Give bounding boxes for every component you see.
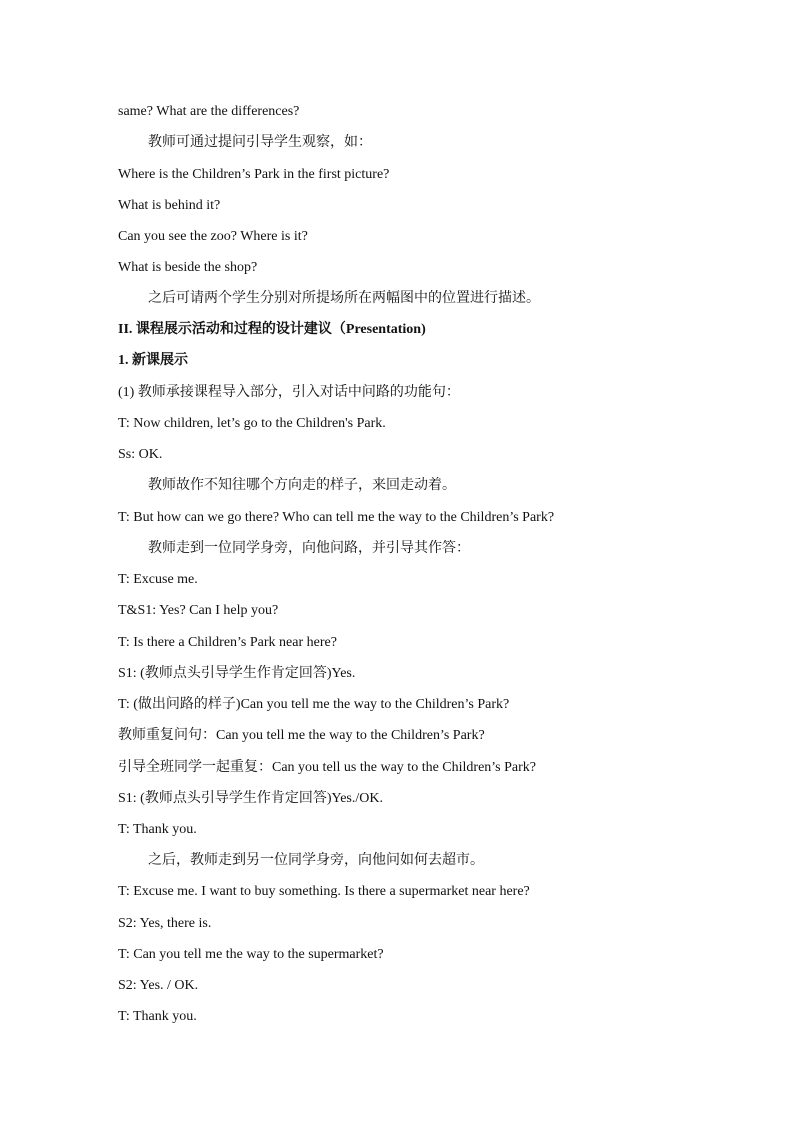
section-heading: II. 课程展示活动和过程的设计建议（Presentation)	[118, 322, 426, 337]
text-line: 引导全班同学一起重复：Can you tell us the way to the Children’s Park?	[118, 760, 537, 775]
dialogue-line: T&S1: Yes? Can I help you?	[118, 603, 279, 618]
dialogue-line: S1: (教师点头引导学生作肯定回答)Yes./OK.	[118, 791, 383, 806]
text-line: Where is the Children’s Park in the first picture?	[118, 167, 390, 182]
dialogue-line: T: (做出问路的样子)Can you tell me the way to the Children’s Park?	[118, 697, 510, 712]
dialogue-line: T: Excuse me.	[118, 572, 198, 587]
dialogue-line: T: Now children, let’s go to the Children's Park.	[118, 416, 386, 431]
text-line: What is beside the shop?	[118, 260, 258, 275]
dialogue-line: Ss: OK.	[118, 447, 163, 462]
text-line: What is behind it?	[118, 198, 221, 213]
dialogue-line: S2: Yes, there is.	[118, 916, 212, 931]
dialogue-line: T: Is there a Children’s Park near here?	[118, 635, 337, 650]
dialogue-line: T: Excuse me. I want to buy something. Is there a supermarket near here?	[118, 884, 530, 899]
dialogue-line: T: Thank you.	[118, 822, 197, 837]
subsection-heading: 1. 新课展示	[118, 353, 188, 368]
text-line: 教师可通过提问引导学生观察，如：	[148, 135, 372, 150]
dialogue-line: T: But how can we go there? Who can tell me the way to the Children’s Park?	[118, 510, 555, 525]
text-line: Can you see the zoo? Where is it?	[118, 229, 308, 244]
text-line: 之后，教师走到另一位同学身旁，向他问如何去超市。	[148, 853, 484, 868]
text-line: 教师重复问句：Can you tell me the way to the Children’s Park?	[118, 728, 485, 743]
text-line: same? What are the differences?	[118, 104, 300, 119]
dialogue-line: S1: (教师点头引导学生作肯定回答)Yes.	[118, 666, 356, 681]
text-line: 教师故作不知往哪个方向走的样子，来回走动着。	[148, 478, 456, 493]
text-line: (1) 教师承接课程导入部分，引入对话中问路的功能句：	[118, 385, 460, 400]
dialogue-line: T: Thank you.	[118, 1009, 197, 1024]
dialogue-line: T: Can you tell me the way to the supermarket?	[118, 947, 384, 962]
dialogue-line: S2: Yes. / OK.	[118, 978, 199, 993]
text-line: 之后可请两个学生分别对所提场所在两幅图中的位置进行描述。	[148, 291, 540, 306]
text-line: 教师走到一位同学身旁，向他问路，并引导其作答：	[148, 541, 470, 556]
